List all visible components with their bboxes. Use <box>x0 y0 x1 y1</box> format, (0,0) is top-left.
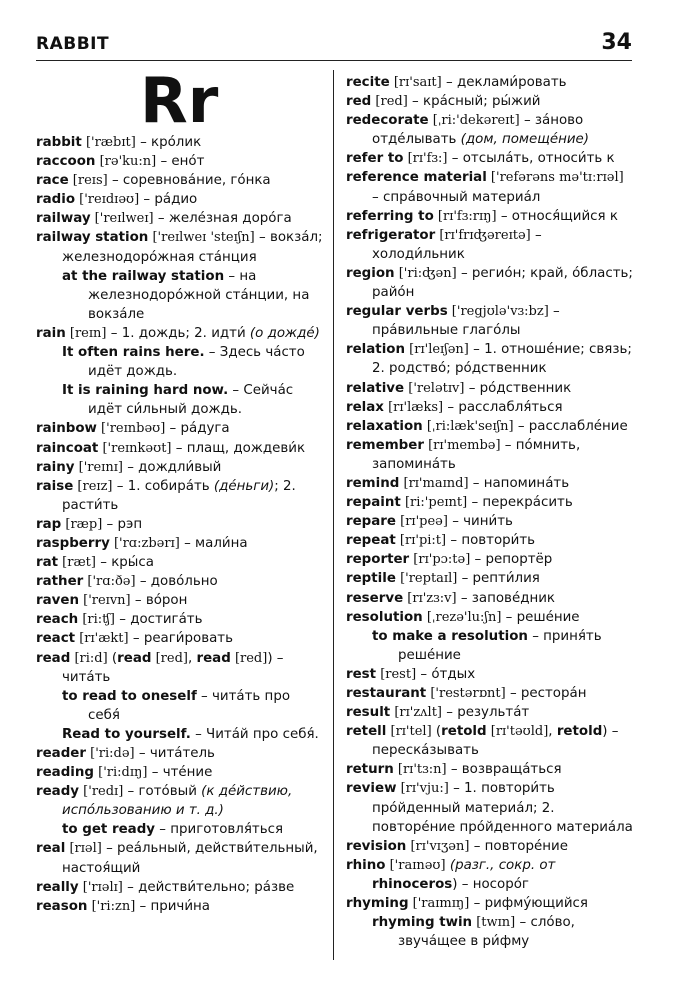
headword: rainy <box>36 459 75 475</box>
dictionary-entry <box>36 878 324 897</box>
dictionary-entry <box>36 649 324 687</box>
translation: – реа́льный, действи́тельный, настоя́щий <box>62 841 318 876</box>
page-header <box>36 30 632 61</box>
headword: It is raining hard now. <box>62 383 229 399</box>
transcription: [reɪs] <box>68 173 108 189</box>
transcription: ['ri:ʤən] <box>394 265 457 281</box>
dictionary-entry <box>346 474 634 493</box>
usage-note: (к де́йствию, испо́льзованию и т. д.) <box>62 784 293 819</box>
translation: – сло́во, звуча́щее в ри́фму <box>398 915 575 950</box>
headword: review <box>346 781 397 797</box>
translation: – реаги́ровать <box>128 631 233 647</box>
transcription: [red] <box>151 650 188 666</box>
transcription: [rə'ku:n] <box>95 154 157 170</box>
translation: – плащ, дождеви́к <box>171 440 306 456</box>
dictionary-entry <box>36 629 324 648</box>
headword: raven <box>36 593 79 609</box>
dictionary-entry <box>36 152 324 171</box>
transcription: ['ri:dɪŋ] <box>94 765 148 781</box>
dictionary-entry <box>346 207 634 226</box>
transcription: ['reɪdɪəʊ] <box>75 192 140 208</box>
translation: – кры́са <box>95 555 154 571</box>
headword: rest <box>346 666 377 682</box>
headword: region <box>346 265 395 281</box>
dictionary-entry <box>36 133 324 152</box>
transcription: [rɪ'pɔ:tə] <box>409 552 471 568</box>
headword: refer to <box>346 151 404 167</box>
usage-note: (о дожде́) <box>249 325 320 341</box>
headword: rather <box>36 574 84 590</box>
translation: – деклами́ровать <box>441 75 567 90</box>
headword: restaurant <box>346 686 427 701</box>
headword: Read to yourself. <box>62 726 191 742</box>
dictionary-entry <box>36 458 324 477</box>
dictionary-entry <box>346 417 634 436</box>
dictionary-entry <box>346 512 634 531</box>
transcription: [ræt] <box>58 555 96 571</box>
dictionary-entry <box>346 894 634 913</box>
translation: – ра́дио <box>139 192 198 208</box>
translation: ) – чита́ть <box>62 650 284 685</box>
headword: raspberry <box>36 535 110 551</box>
transcription: [rɪ'peə] <box>396 514 448 530</box>
transcription: ['rɪəlɪ] <box>78 879 123 895</box>
translation: – перекра́сить <box>467 495 573 511</box>
dictionary-example <box>346 913 634 951</box>
transcription: ['reɪlweɪ 'steɪʃn] <box>148 230 255 246</box>
translation: – репортёр <box>470 552 553 568</box>
translation: , <box>548 724 557 740</box>
translation: – пра́вильные глаго́лы <box>372 304 560 339</box>
usage-note: (дом, помеще́ние) <box>460 132 590 148</box>
translation: – Сейча́с идёт си́льный дождь. <box>88 383 294 418</box>
dictionary-entry <box>346 92 634 111</box>
dictionary-entry <box>36 515 324 534</box>
headword: rhino <box>346 857 386 873</box>
dictionary-entry <box>346 569 634 588</box>
dictionary-entry <box>346 684 634 703</box>
transcription: [rɪ'ækt] <box>75 631 129 647</box>
transcription: [ræp] <box>61 516 103 532</box>
transcription: [rɪ'frɪʤəreɪtə] <box>435 227 531 243</box>
headword: rhyming twin <box>372 915 473 931</box>
transcription: ['ri:zn] <box>87 898 136 914</box>
dictionary-entry <box>346 226 634 264</box>
translation: ; 2. расти́ть <box>62 478 296 513</box>
transcription: ['rɑ:zbərɪ] <box>109 535 180 551</box>
page-number: 34 <box>601 30 632 55</box>
translation: – 1. повтори́ть про́йденный материа́л; 2. повторе́ние про́йденного материа́ла <box>372 781 633 835</box>
translation: – Здесь ча́сто идёт дождь. <box>88 345 305 380</box>
headword: railway station <box>36 230 149 246</box>
headword: relax <box>346 399 384 415</box>
headword: reach <box>36 612 79 628</box>
translation: – о́тдых <box>416 666 476 682</box>
translation: – возвраща́ться <box>446 762 562 778</box>
dictionary-entry <box>36 190 324 209</box>
headword: rhyming <box>346 896 409 912</box>
headword: reserve <box>346 590 404 606</box>
translation: – на железнодоро́жной ста́нции, на вокза́ле <box>88 268 310 322</box>
translation: – ра́дуга <box>165 421 230 437</box>
transcription: [ri:'peɪnt] <box>400 495 468 511</box>
translation: – результа́т <box>441 705 530 721</box>
translation: – дождли́вый <box>122 459 222 475</box>
transcription: ['relətɪv] <box>404 380 465 396</box>
dictionary-entry <box>36 477 324 515</box>
dictionary-entry <box>36 553 324 572</box>
headword: raincoat <box>36 440 99 456</box>
headword: relaxation <box>346 418 423 434</box>
running-head-word: RABBIT <box>36 34 110 54</box>
dictionary-entry <box>346 608 634 627</box>
left-column <box>36 133 324 916</box>
transcription: [ˌrezə'lu:ʃn] <box>422 609 502 625</box>
translation: – Чита́й про себя́. <box>190 726 319 742</box>
headword: refrigerator <box>346 227 436 243</box>
dictionary-entry <box>36 534 324 553</box>
translation: – рестора́н <box>505 686 587 701</box>
headword: relative <box>346 380 405 396</box>
transcription: ['raɪmɪŋ] <box>408 896 470 912</box>
dictionary-entry <box>346 436 634 474</box>
transcription: [rɪ'zʌlt] <box>390 705 442 721</box>
transcription: [red] <box>371 94 408 110</box>
dictionary-entry <box>36 419 324 438</box>
translation: – достига́ть <box>115 612 203 628</box>
headword: rat <box>36 555 59 571</box>
transcription: [rɪ'fɜ:] <box>403 151 448 167</box>
dictionary-example <box>36 725 324 744</box>
translation: – желе́зная доро́га <box>153 211 292 227</box>
headword: to make a resolution <box>372 628 528 644</box>
headword: It often rains here. <box>62 345 205 361</box>
dictionary-entry <box>36 782 324 820</box>
transcription: [rɪ'zɜ:v] <box>403 590 457 606</box>
dictionary-entry <box>36 591 324 610</box>
transcription: [reɪz] <box>73 478 113 494</box>
transcription: ['ri:də] <box>86 746 135 761</box>
transcription: [reɪn] <box>65 325 107 341</box>
transcription: [rɪ'vɪʒən] <box>406 838 470 854</box>
translation: – регио́н; край, о́бласть; райо́н <box>372 265 633 301</box>
dictionary-entry <box>346 531 634 550</box>
headword: rain <box>36 325 66 341</box>
translation: ) – носоро́г <box>452 876 529 892</box>
transcription: [ri:ʧ] <box>78 612 116 628</box>
transcription: [rɪ'vju:] <box>396 781 449 797</box>
headword: to read to oneself <box>62 688 197 704</box>
headword: retold <box>441 724 487 740</box>
headword: retold <box>556 724 603 740</box>
headword: reptile <box>346 571 396 587</box>
translation: – относя́щийся к <box>496 208 618 224</box>
transcription: ['refərəns mə'tɪːrɪəl] <box>486 170 624 186</box>
transcription: [rɪ'tel] <box>386 724 432 740</box>
translation: – причи́на <box>135 898 211 914</box>
translation: – 1. отноше́ние; связь; 2. родство́; ро́дственник <box>372 342 632 377</box>
translation: ( <box>431 724 442 740</box>
translation: – репти́лия <box>457 571 540 587</box>
headword: react <box>36 631 76 647</box>
dictionary-entry <box>346 550 634 569</box>
headword: redecorate <box>346 113 429 129</box>
dictionary-entry <box>36 439 324 458</box>
headword: recite <box>346 75 390 90</box>
headword: read <box>36 650 71 666</box>
headword: repaint <box>346 495 401 511</box>
dictionary-entry <box>346 302 634 340</box>
headword: referring to <box>346 208 434 224</box>
translation: – дово́льно <box>135 574 218 590</box>
transcription: [rɪ'pi:t] <box>395 533 447 549</box>
dictionary-entry <box>36 763 324 782</box>
translation: – вокза́л; железнодоро́жная ста́нция <box>62 230 323 265</box>
translation: – чте́ние <box>147 765 213 781</box>
translation: – чита́ть про себя́ <box>88 688 291 723</box>
dictionary-entry <box>346 856 634 894</box>
translation: – кра́сный; ры́жий <box>407 94 541 110</box>
dictionary-entry <box>346 703 634 722</box>
translation: – спра́вочный материа́л <box>372 189 541 205</box>
transcription: ['rɑ:ðə] <box>83 574 136 590</box>
translation: ( <box>107 650 118 666</box>
headword: red <box>346 94 372 110</box>
translation: – повтори́ть <box>446 533 536 549</box>
dictionary-entry <box>346 779 634 836</box>
dictionary-entry <box>346 340 634 378</box>
dictionary-example <box>346 627 634 665</box>
transcription: ['restərɒnt] <box>426 686 506 701</box>
dictionary-entry <box>36 228 324 266</box>
headword: rabbit <box>36 135 82 150</box>
headword: really <box>36 879 79 895</box>
transcription: ['reɪnbəʊ] <box>96 421 166 437</box>
transcription: ['reptaɪl] <box>395 571 458 587</box>
headword: retell <box>346 724 387 740</box>
translation: , <box>187 650 197 666</box>
dictionary-entry <box>36 897 324 916</box>
transcription: [rɪəl] <box>65 841 102 857</box>
headword: rainbow <box>36 421 97 437</box>
headword: race <box>36 173 69 189</box>
transcription: [rɪ'tɜ:n] <box>393 762 447 778</box>
translation: – за́ново отде́лывать <box>372 113 584 148</box>
transcription: [ˌri:læk'seɪʃn] <box>422 418 514 434</box>
translation: – гото́вый <box>123 784 202 800</box>
dictionary-example <box>36 267 324 324</box>
headword: remind <box>346 475 400 491</box>
headword: read <box>117 650 152 666</box>
headword: radio <box>36 192 76 208</box>
transcription: [rest] <box>376 666 417 682</box>
usage-note: (разг., сокр. от <box>449 857 556 873</box>
transcription: [red] <box>230 650 268 666</box>
translation: – чита́тель <box>134 746 215 761</box>
headword: regular verbs <box>346 304 448 320</box>
translation: – 1. собира́ть <box>112 478 214 494</box>
dictionary-entry <box>346 73 634 92</box>
translation: – ено́т <box>156 154 205 170</box>
dictionary-entry <box>346 589 634 608</box>
transcription: [rɪ'fɜ:rɪŋ] <box>433 208 497 224</box>
dictionary-entry <box>346 149 634 168</box>
translation: – 1. дождь; 2. идти́ <box>106 325 250 341</box>
dictionary-entry <box>36 572 324 591</box>
translation: – соревнова́ние, го́нка <box>107 173 271 189</box>
translation: – повторе́ние <box>469 838 568 854</box>
transcription: [ˌri:'dekəreɪt] <box>428 113 520 129</box>
transcription: ['reɪlweɪ] <box>90 211 154 227</box>
transcription: ['regjʊlə'vɜ:bz] <box>447 304 549 320</box>
dictionary-entry <box>36 171 324 190</box>
translation: – расслабле́ние <box>513 418 628 434</box>
headword: result <box>346 705 391 721</box>
headword: reporter <box>346 552 410 568</box>
transcription: [rɪ'təʊld] <box>486 724 549 740</box>
column-divider <box>333 70 334 960</box>
right-column <box>346 73 634 951</box>
headword: real <box>36 841 66 857</box>
translation: – рэп <box>102 516 143 532</box>
dictionary-entry <box>346 493 634 512</box>
dictionary-entry <box>346 665 634 684</box>
transcription: ['reɪvn] <box>78 593 131 609</box>
translation: – чини́ть <box>447 514 513 530</box>
transcription: [rɪ'membə] <box>423 437 501 453</box>
dictionary-entry <box>36 839 324 877</box>
translation: – ро́дственник <box>464 380 572 396</box>
transcription: [ri:d] <box>70 650 108 666</box>
transcription: ['redɪ] <box>79 784 124 800</box>
transcription: ['ræbɪt] <box>81 135 136 150</box>
translation: – расслабля́ться <box>443 399 563 415</box>
translation: – кро́лик <box>135 135 202 150</box>
transcription: [rɪ'saɪt] <box>389 75 442 90</box>
headword: ready <box>36 784 80 800</box>
transcription: [rɪ'leɪʃən] <box>405 342 469 358</box>
headword: repare <box>346 514 396 530</box>
dictionary-entry <box>36 209 324 228</box>
dictionary-example <box>36 343 324 381</box>
transcription: ['reɪnkəʊt] <box>98 440 172 456</box>
translation: – во́рон <box>130 593 188 609</box>
translation: ) – переска́зывать <box>372 724 619 759</box>
headword: railway <box>36 211 91 227</box>
dictionary-entry <box>346 264 634 302</box>
translation: – запове́дник <box>456 590 555 606</box>
translation: – приготовля́ться <box>155 822 284 838</box>
dictionary-entry <box>346 837 634 856</box>
headword: reading <box>36 765 95 781</box>
usage-note: (де́ньги) <box>213 478 275 494</box>
headword: raccoon <box>36 154 96 170</box>
translation: – по́мнить, запомина́ть <box>372 437 581 472</box>
dictionary-entry <box>36 610 324 629</box>
dictionary-entry <box>36 744 324 763</box>
headword: resolution <box>346 609 423 625</box>
dictionary-entry <box>346 760 634 779</box>
headword: revision <box>346 838 407 854</box>
dictionary-entry <box>346 379 634 398</box>
dictionary-entry <box>346 398 634 417</box>
section-letter: Rr <box>140 64 219 137</box>
dictionary-entry <box>346 722 634 760</box>
translation: – действи́тельно; ра́зве <box>122 879 295 895</box>
headword: read <box>196 650 231 666</box>
translation: – приня́ть реше́ние <box>398 628 602 663</box>
headword: reader <box>36 746 86 761</box>
headword: reason <box>36 898 88 914</box>
translation: – мали́на <box>179 535 248 551</box>
dictionary-example <box>36 381 324 419</box>
headword: relation <box>346 342 406 358</box>
transcription: ['reɪnɪ] <box>74 459 123 475</box>
headword: remember <box>346 437 424 453</box>
dictionary-entry <box>36 324 324 343</box>
headword: rhinoceros <box>372 876 453 892</box>
headword: at the railway station <box>62 268 225 284</box>
transcription: [rɪ'læks] <box>383 399 444 415</box>
headword: repeat <box>346 533 396 549</box>
transcription: [twɪn] <box>472 915 516 931</box>
dictionary-example <box>36 687 324 725</box>
translation: – отсыла́ть, относи́ть к <box>447 151 615 167</box>
translation: – рифму́ющийся <box>469 896 588 912</box>
dictionary-example <box>36 820 324 839</box>
dictionary-entry <box>346 111 634 149</box>
translation: – холоди́льник <box>372 227 542 262</box>
dictionary-entry <box>346 168 634 206</box>
transcription: ['raɪnəʊ] <box>385 857 446 873</box>
headword: raise <box>36 478 74 494</box>
headword: reference material <box>346 170 487 186</box>
headword: rap <box>36 516 62 532</box>
transcription: [rɪ'maɪnd] <box>399 475 469 491</box>
translation: – напомина́ть <box>468 475 570 491</box>
headword: to get ready <box>62 822 156 838</box>
headword: return <box>346 762 394 778</box>
translation: – реше́ние <box>501 609 580 625</box>
